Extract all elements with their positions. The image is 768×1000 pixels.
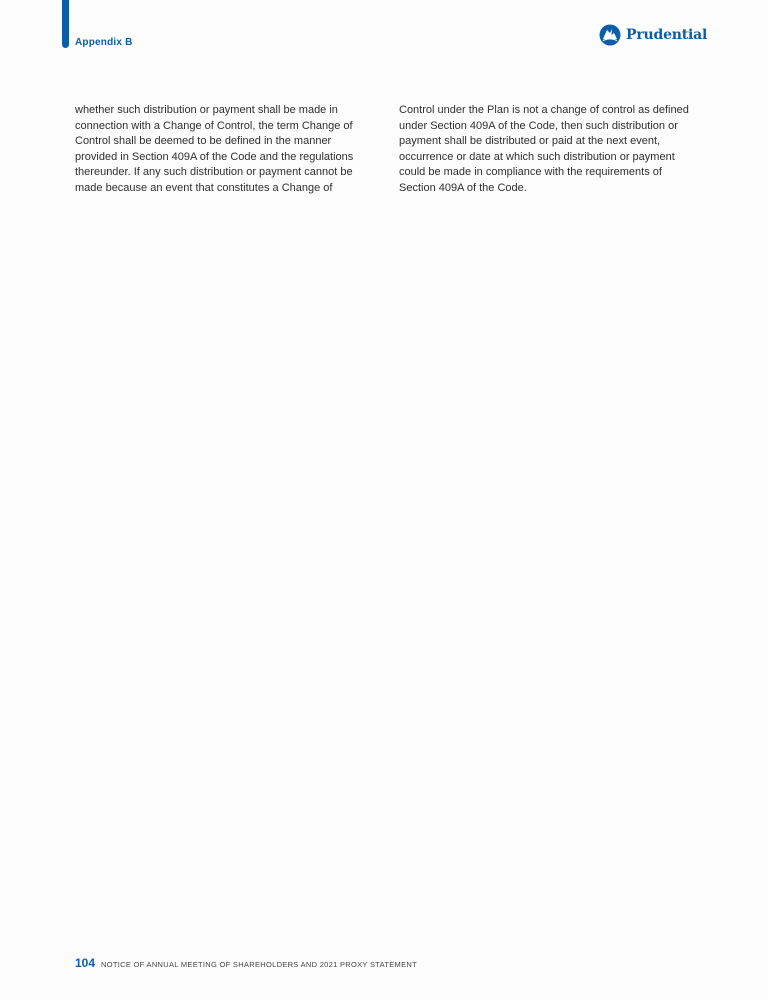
body-column-right — [399, 103, 691, 197]
text-line: under Section 409A of the Code, then such distribution or — [399, 119, 678, 132]
text-line: occurrence or date at which such distribution or payment — [399, 150, 675, 163]
rock-logo-icon — [599, 24, 621, 46]
section-edge-tab — [62, 0, 69, 48]
page-footer — [75, 956, 417, 970]
document-title: NOTICE OF ANNUAL MEETING OF SHAREHOLDERS AND 2021 PROXY STATEMENT — [101, 960, 417, 969]
text-line: whether such distribution or payment shall be made in — [75, 104, 338, 116]
text-line: connection with a Change of Control, the term Change of — [75, 119, 353, 132]
text-line: made because an event that constitutes a Change of — [75, 181, 333, 194]
text-line: Section 409A of the Code. — [399, 181, 527, 194]
company-logo — [599, 24, 707, 46]
text-line: payment shall be distributed or paid at the next event, — [399, 135, 661, 148]
text-line: thereunder. If any such distribution or payment cannot be — [75, 166, 353, 179]
section-label: Appendix B — [75, 37, 133, 48]
text-line: provided in Section 409A of the Code and the regulations — [75, 150, 354, 163]
text-line: Control under the Plan is not a change of control as defined — [399, 104, 689, 116]
text-line: Control shall be deemed to be defined in the manner — [75, 135, 332, 148]
body-column-left — [75, 103, 367, 197]
logo-wordmark: Prudential — [626, 27, 708, 43]
text-line: could be made in compliance with the requirements of — [399, 166, 662, 179]
page-number: 104 — [75, 956, 96, 970]
